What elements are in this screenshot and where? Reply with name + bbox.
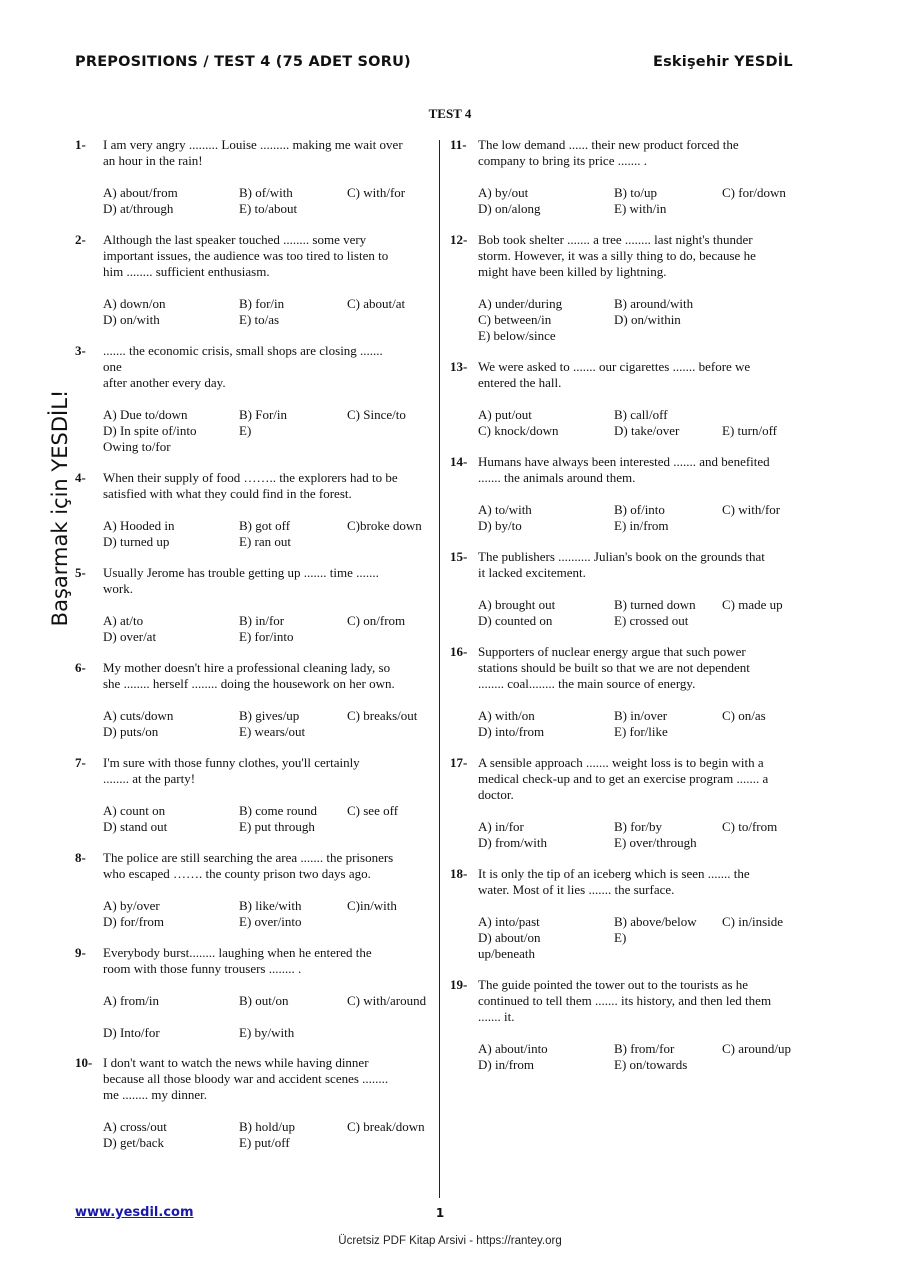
answer-options [478, 185, 810, 217]
question-text: Bob took shelter ....... a tree ........ last night's thunder storm. However, it was a silly thing to do, because he might have been killed by lightning. [478, 232, 756, 279]
answer-option[interactable]: B) around/with [614, 296, 694, 311]
answer-option[interactable]: C) around/up [722, 1041, 791, 1056]
answer-option[interactable]: A) at/to [103, 613, 144, 628]
answer-option[interactable]: B) out/on [239, 993, 289, 1008]
footer-credit: Ücretsiz PDF Kitap Arsivi - https://rantey.org [338, 1235, 562, 1247]
option-row [478, 708, 810, 724]
answer-option[interactable]: C)broke down [347, 518, 422, 533]
answer-option[interactable]: D) puts/on [103, 724, 159, 739]
answer-option[interactable]: B) to/up [614, 185, 657, 200]
question-text: ....... the economic crisis, small shops are closing ....... one after another every day. [103, 343, 383, 390]
answer-options [103, 407, 431, 455]
question-number: 16- [450, 644, 468, 659]
question-11 [450, 137, 810, 217]
option-row [103, 534, 431, 550]
answer-option[interactable] [614, 328, 722, 344]
answer-option[interactable]: E) over/through [614, 835, 697, 850]
option-row [103, 439, 431, 455]
answer-option[interactable]: A) from/in [103, 993, 159, 1008]
answer-option[interactable]: up/beneath [478, 946, 536, 961]
answer-option[interactable]: D) in/from [478, 1057, 534, 1072]
answer-option[interactable]: D) by/to [478, 518, 522, 533]
answer-options [103, 803, 431, 835]
question-10 [75, 1055, 431, 1151]
answer-option[interactable]: A) put/out [478, 407, 532, 422]
answer-options [103, 1119, 431, 1151]
question-text: The low demand ...... their new product forced the company to bring its price ....... . [478, 137, 739, 168]
question-text: Usually Jerome has trouble getting up ....... time ....... work. [103, 565, 379, 596]
question-3 [75, 343, 431, 455]
answer-option[interactable]: C) with/for [722, 502, 781, 517]
option-row [103, 185, 431, 201]
header-title: PREPOSITIONS / TEST 4 (75 ADET SORU) [75, 54, 411, 70]
answer-option[interactable]: A) to/with [478, 502, 532, 517]
question-number: 12- [450, 232, 468, 247]
question-number: 3- [75, 343, 86, 358]
answer-option[interactable]: A) about/from [103, 185, 178, 200]
question-8 [75, 850, 431, 930]
question-14 [450, 454, 810, 534]
answer-options [103, 898, 431, 930]
question-number: 15- [450, 549, 468, 564]
answer-option[interactable]: Owing to/for [103, 439, 171, 454]
option-row [103, 312, 431, 328]
option-row [478, 1041, 810, 1057]
left-question-column [75, 137, 431, 1151]
option-row [478, 613, 810, 629]
question-number: 19- [450, 977, 468, 992]
option-row [103, 898, 431, 914]
question-number: 2- [75, 232, 86, 247]
answer-option[interactable]: B) hold/up [239, 1119, 295, 1134]
option-row [478, 296, 810, 312]
question-17 [450, 755, 810, 851]
answer-option[interactable]: B) like/with [239, 898, 302, 913]
website-link[interactable]: www.yesdil.com [75, 1205, 194, 1220]
option-row [478, 835, 810, 851]
side-banner-text: Başarmak için YESDİL! [48, 389, 72, 627]
answer-option[interactable]: E) below/since [478, 328, 556, 343]
right-question-column [450, 137, 810, 1073]
answer-option[interactable]: D) for/from [103, 914, 165, 929]
answer-option[interactable]: D) about/on [478, 930, 541, 945]
answer-option[interactable]: C) for/down [722, 185, 786, 200]
option-row [103, 1009, 431, 1025]
answer-option[interactable]: E) for/into [239, 629, 294, 644]
question-number: 1- [75, 137, 86, 152]
answer-option[interactable]: A) Hooded in [103, 518, 175, 533]
answer-option[interactable]: A) under/during [478, 296, 563, 311]
answer-option[interactable]: C) Since/to [347, 407, 406, 422]
option-row [103, 201, 431, 217]
question-number: 8- [75, 850, 86, 865]
answer-option[interactable]: D) at/through [103, 201, 174, 216]
question-text: The police are still searching the area ....... the prisoners who escaped ……. the county prison two days ago. [103, 850, 394, 881]
answer-options [478, 819, 810, 851]
question-text: I'm sure with those funny clothes, you'll certainly ........ at the party! [103, 755, 360, 786]
question-19 [450, 977, 810, 1073]
question-number: 6- [75, 660, 86, 675]
answer-option[interactable]: A) about/into [478, 1041, 548, 1056]
question-number: 14- [450, 454, 468, 469]
answer-option[interactable]: D) Into/for [103, 1025, 160, 1040]
answer-option[interactable]: C) made up [722, 597, 783, 612]
answer-options [103, 993, 431, 1041]
option-row [103, 1135, 431, 1151]
answer-option[interactable]: B) For/in [239, 407, 288, 422]
answer-option[interactable]: B) for/by [614, 819, 663, 834]
answer-option[interactable] [614, 946, 722, 962]
answer-option[interactable]: E) wears/out [239, 724, 306, 739]
option-row [103, 803, 431, 819]
question-16 [450, 644, 810, 740]
question-7 [75, 755, 431, 835]
option-row [103, 423, 431, 439]
page-number: 1 [435, 1206, 445, 1220]
answer-options [478, 407, 810, 439]
option-row [478, 597, 810, 613]
question-number: 10- [75, 1055, 93, 1070]
answer-option[interactable]: A) Due to/down [103, 407, 188, 422]
answer-option[interactable]: D) turned up [103, 534, 170, 549]
answer-options [478, 1041, 810, 1073]
question-text: My mother doesn't hire a professional cleaning lady, so she ........ herself ........ doing the housework on her own. [103, 660, 395, 691]
question-number: 11- [450, 137, 467, 152]
option-row [103, 407, 431, 423]
answer-option[interactable]: D) on/along [478, 201, 541, 216]
answer-option[interactable] [103, 1009, 239, 1025]
test-title: TEST 4 [428, 106, 472, 121]
option-row [478, 185, 810, 201]
option-row [103, 629, 431, 645]
answer-option[interactable]: A) cross/out [103, 1119, 167, 1134]
question-number: 4- [75, 470, 86, 485]
question-number: 7- [75, 755, 86, 770]
answer-option[interactable]: D) In spite of/into [103, 423, 197, 438]
option-row [478, 518, 810, 534]
answer-option[interactable]: B) turned down [614, 597, 696, 612]
question-13 [450, 359, 810, 439]
answer-option[interactable]: E) for/like [614, 724, 668, 739]
answer-option[interactable]: D) on/within [614, 312, 681, 327]
answer-option[interactable] [239, 439, 347, 455]
question-18 [450, 866, 810, 962]
answer-option[interactable]: E) in/from [614, 518, 669, 533]
question-number: 18- [450, 866, 468, 881]
answer-option[interactable]: A) down/on [103, 296, 166, 311]
answer-option[interactable]: C)in/with [347, 898, 397, 913]
question-12 [450, 232, 810, 344]
option-row [478, 914, 810, 930]
answer-options [478, 502, 810, 534]
answer-option[interactable]: C) to/from [722, 819, 778, 834]
option-row [103, 819, 431, 835]
answer-option[interactable] [239, 1009, 347, 1025]
answer-options [103, 296, 431, 328]
answer-option[interactable]: A) brought out [478, 597, 556, 612]
option-row [478, 201, 810, 217]
answer-option[interactable]: D) get/back [103, 1135, 165, 1150]
question-number: 17- [450, 755, 468, 770]
question-text: We were asked to ....... our cigarettes ....... before we entered the hall. [478, 359, 751, 390]
answer-option[interactable]: E) put/off [239, 1135, 290, 1150]
option-row [103, 1025, 431, 1041]
answer-option[interactable]: D) stand out [103, 819, 168, 834]
question-text: Although the last speaker touched ........ some very important issues, the audience was too tired to listen to him ........ sufficient enthusiasm. [103, 232, 389, 279]
answer-option[interactable]: E) [614, 930, 627, 945]
question-number: 5- [75, 565, 86, 580]
answer-option[interactable]: C) on/as [722, 708, 766, 723]
question-6 [75, 660, 431, 740]
answer-option[interactable]: E) with/in [614, 201, 667, 216]
option-row [103, 708, 431, 724]
option-row [478, 930, 810, 946]
answer-option[interactable]: B) in/over [614, 708, 668, 723]
answer-option[interactable]: C) see off [347, 803, 399, 818]
answer-option[interactable]: B) of/into [614, 502, 665, 517]
option-row [478, 819, 810, 835]
question-number: 9- [75, 945, 86, 960]
question-number: 13- [450, 359, 468, 374]
question-text: A sensible approach ....... weight loss is to begin with a medical check-up and to get an exercise program ....... a doctor. [478, 755, 769, 802]
answer-option[interactable]: B) of/with [239, 185, 293, 200]
answer-option[interactable]: B) from/for [614, 1041, 675, 1056]
answer-option[interactable]: C) knock/down [478, 423, 559, 438]
option-row [478, 407, 810, 423]
answer-option[interactable]: B) in/for [239, 613, 285, 628]
header-author: Eskişehir YESDİL [653, 54, 793, 70]
answer-option[interactable]: C) breaks/out [347, 708, 418, 723]
answer-options [103, 708, 431, 740]
answer-options [103, 613, 431, 645]
option-row [103, 296, 431, 312]
answer-option[interactable]: E) turn/off [722, 423, 777, 438]
answer-option[interactable]: B) come round [239, 803, 317, 818]
option-row [103, 518, 431, 534]
option-row [478, 502, 810, 518]
answer-option[interactable]: D) on/with [103, 312, 160, 327]
answer-option[interactable]: B) got off [239, 518, 291, 533]
answer-options [478, 597, 810, 629]
answer-option[interactable]: E) ran out [239, 534, 291, 549]
option-row [103, 914, 431, 930]
answer-option[interactable]: E) crossed out [614, 613, 689, 628]
column-divider [439, 140, 440, 1198]
answer-option[interactable]: E) [239, 423, 252, 438]
answer-options [478, 296, 810, 344]
question-15 [450, 549, 810, 629]
question-2 [75, 232, 431, 328]
answer-option[interactable]: B) above/below [614, 914, 697, 929]
answer-option[interactable]: A) in/for [478, 819, 524, 834]
answer-option[interactable]: A) cuts/down [103, 708, 174, 723]
question-text: When their supply of food …….. the explorers had to be satisfied with what they could find in the forest. [103, 470, 398, 501]
answer-option[interactable]: A) into/past [478, 914, 540, 929]
answer-option[interactable]: E) by/with [239, 1025, 295, 1040]
option-row [478, 328, 810, 344]
option-row [103, 724, 431, 740]
answer-option[interactable]: A) by/out [478, 185, 529, 200]
question-text: The guide pointed the tower out to the tourists as he continued to tell them ....... its history, and then led them ....... it. [478, 977, 772, 1024]
question-text: I am very angry ......... Louise ......... making me wait over an hour in the rain! [103, 137, 403, 168]
answer-option[interactable]: E) on/towards [614, 1057, 688, 1072]
answer-option[interactable]: C) with/around [347, 993, 427, 1008]
answer-option[interactable]: D) counted on [478, 613, 553, 628]
answer-option[interactable]: E) over/into [239, 914, 302, 929]
answer-option[interactable]: C) on/from [347, 613, 406, 628]
question-9 [75, 945, 431, 1041]
option-row [103, 1119, 431, 1135]
answer-option[interactable]: B) for/in [239, 296, 285, 311]
question-text: Humans have always been interested ....... and benefited ....... the animals around them. [478, 454, 770, 485]
answer-option[interactable]: E) put through [239, 819, 315, 834]
answer-option[interactable]: C) about/at [347, 296, 406, 311]
option-row [478, 1057, 810, 1073]
answer-option[interactable]: E) to/about [239, 201, 298, 216]
question-4 [75, 470, 431, 550]
question-text: I don't want to watch the news while having dinner because all those bloody war and accident scenes ........ me ........ my dinner. [103, 1055, 389, 1102]
answer-option[interactable]: A) with/on [478, 708, 535, 723]
question-text: It is only the tip of an iceberg which is seen ....... the water. Most of it lies ....... the surface. [478, 866, 750, 897]
option-row [103, 613, 431, 629]
answer-options [103, 518, 431, 550]
option-row [103, 993, 431, 1009]
answer-option[interactable]: E) to/as [239, 312, 280, 327]
question-text: Everybody burst........ laughing when he entered the room with those funny trousers ........ . [103, 945, 372, 976]
option-row [478, 423, 810, 439]
question-1 [75, 137, 431, 217]
answer-option[interactable]: A) by/over [103, 898, 160, 913]
answer-option[interactable]: C) break/down [347, 1119, 425, 1134]
answer-option[interactable]: C) between/in [478, 312, 552, 327]
question-text: The publishers .......... Julian's book on the grounds that it lacked excitement. [478, 549, 765, 580]
answer-option[interactable]: C) in/inside [722, 914, 784, 929]
answer-option[interactable]: B) call/off [614, 407, 668, 422]
answer-options [478, 914, 810, 962]
answer-options [103, 185, 431, 217]
answer-option[interactable]: D) over/at [103, 629, 157, 644]
option-row [478, 724, 810, 740]
option-row [478, 312, 810, 328]
answer-options [478, 708, 810, 740]
answer-option[interactable]: D) take/over [614, 423, 680, 438]
answer-option[interactable]: C) with/for [347, 185, 406, 200]
answer-option[interactable]: D) from/with [478, 835, 547, 850]
option-row [478, 946, 810, 962]
answer-option[interactable]: D) into/from [478, 724, 545, 739]
answer-option[interactable]: A) count on [103, 803, 166, 818]
question-5 [75, 565, 431, 645]
question-text: Supporters of nuclear energy argue that such power stations should be built so that we are not dependent ........ coal........ the main source of energy. [478, 644, 750, 691]
answer-option[interactable]: B) gives/up [239, 708, 300, 723]
